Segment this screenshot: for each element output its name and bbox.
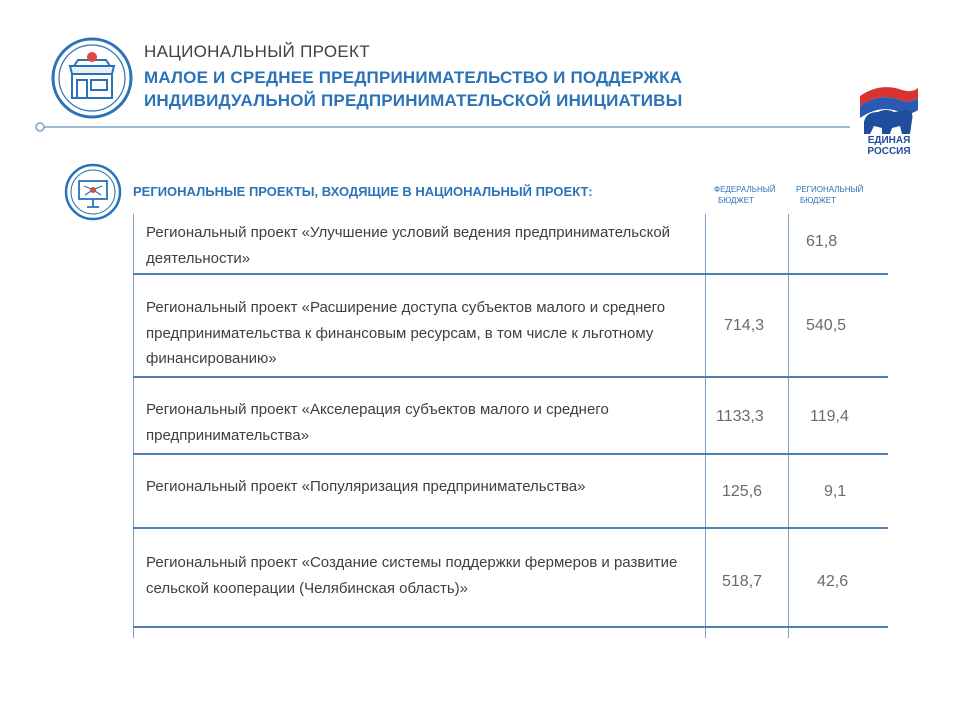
- logo-text: [856, 135, 922, 157]
- table-regional-divider: [788, 214, 789, 638]
- table-federal-divider: [705, 214, 706, 638]
- logo-text-line-1: ЕДИНАЯ: [867, 135, 911, 146]
- table-cell-regional: 119,4: [810, 408, 849, 425]
- table-cell-federal: 1133,3: [716, 408, 764, 425]
- page-title-line-2: ИНДИВИДУАЛЬНОЙ ПРЕДПРИНИМАТЕЛЬСКОЙ ИНИЦИАТИВЫ: [144, 91, 683, 110]
- table-row-name: Региональный проект «Акселерация субъектов малого и среднего предпринимательства»: [146, 401, 609, 444]
- logo-text-line-2: РОССИЯ: [867, 146, 911, 157]
- table-cell-federal: 518,7: [722, 573, 763, 590]
- section-title: РЕГИОНАЛЬНЫЕ ПРОЕКТЫ, ВХОДЯЩИЕ В НАЦИОНАЛЬНЫЙ ПРОЕКТ:: [133, 184, 593, 199]
- presentation-board-icon: [64, 163, 122, 221]
- shop-icon: [50, 36, 134, 120]
- table-row-name: Региональный проект «Популяризация предпринимательства»: [146, 478, 586, 495]
- table-cell-regional: 540,5: [806, 317, 847, 334]
- column-header-regional-line-2: БЮДЖЕТ: [800, 196, 837, 205]
- column-header-federal: [714, 184, 776, 206]
- table-cell-regional: 61,8: [806, 233, 838, 250]
- table-cell-regional: 9,1: [824, 483, 847, 500]
- table-cell-federal: 714,3: [724, 317, 765, 334]
- row-divider: [133, 453, 888, 455]
- row-divider: [133, 376, 888, 378]
- row-divider: [133, 626, 888, 628]
- row-divider: [133, 273, 888, 275]
- column-header-regional-line-1: РЕГИОНАЛЬНЫЙ: [796, 185, 864, 194]
- page-title: [144, 66, 682, 112]
- table-cell-federal: 125,6: [722, 483, 763, 500]
- table-cell-regional: 42,6: [817, 573, 849, 590]
- column-header-regional: [796, 184, 863, 206]
- column-header-federal-line-1: ФЕДЕРАЛЬНЫЙ: [714, 185, 776, 194]
- row-divider: [133, 527, 888, 529]
- page-title-line-1: МАЛОЕ И СРЕДНЕЕ ПРЕДПРИНИМАТЕЛЬСТВО И ПОДДЕРЖКА: [144, 68, 683, 87]
- table-row-name: Региональный проект «Создание системы поддержки фермеров и развитие сельской кооперации (Челябинская область)»: [146, 554, 678, 597]
- page-supertitle: НАЦИОНАЛЬНЫЙ ПРОЕКТ: [144, 42, 370, 61]
- table-row-name: Региональный проект «Улучшение условий ведения предпринимательской деятельности»: [146, 224, 671, 267]
- table-left-border: [133, 214, 134, 638]
- column-header-federal-line-2: БЮДЖЕТ: [718, 196, 755, 205]
- table-row-name: Региональный проект «Расширение доступа субъектов малого и среднего предпринимательства к финансовым ресурсам, в том числе к льготному финансированию»: [146, 299, 666, 367]
- header-divider: [34, 120, 850, 134]
